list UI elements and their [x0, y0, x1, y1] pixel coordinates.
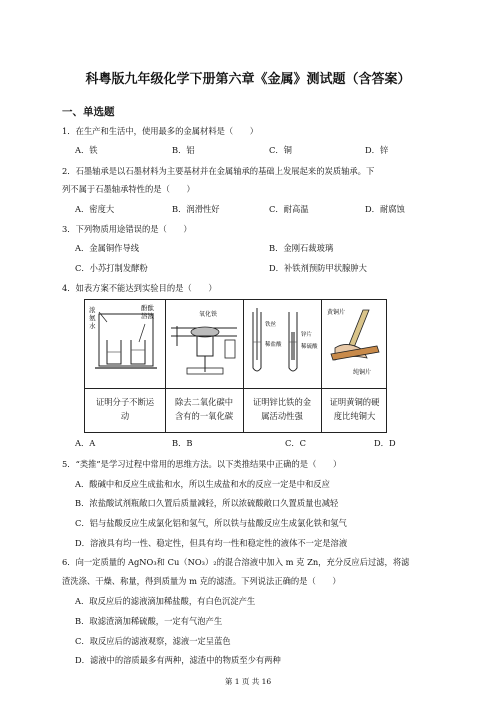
question-3-stem: 3．下列物质用途错误的是（ ）	[62, 224, 192, 234]
question-3-option-a: A．金属铜作导线	[75, 243, 140, 253]
question-6-option-b: B．取滤渣滴加稀硫酸，一定有气泡产生	[75, 616, 223, 626]
experiment-table	[84, 299, 387, 433]
question-4-stem: 4．如表方案不能达到实验目的是（ ）	[62, 283, 217, 293]
page-footer: 第 1 页 共 16	[224, 677, 272, 686]
fig-d-label-2: 纯铜片	[353, 369, 372, 376]
ammonia-diffusion-figure	[87, 302, 164, 386]
question-5-option-c: C．铝与盐酸反应生成氯化铝和氢气，所以铁与盐酸反应生成氯化铁和氢气	[75, 518, 347, 528]
fig-c-label-2: 稀盐酸	[265, 342, 282, 348]
question-2-stem-line-2: 列不属于石墨轴承特性的是（ ）	[62, 184, 195, 194]
fig-a-label-3: 水	[89, 322, 96, 330]
question-4-option-b: B．B	[172, 438, 193, 448]
question-3-option-d: D．补铁剂预防甲状腺肿大	[269, 263, 367, 273]
question-2-option-a: A．密度大	[75, 204, 115, 214]
question-6-option-c: C．取反应后的滤液观察，滤液一定呈蓝色	[75, 636, 231, 646]
question-2-option-c: C．耐高温	[269, 204, 309, 214]
question-1-option-b: B．铝	[172, 145, 195, 155]
question-3-option-b: B．金刚石裁玻璃	[269, 243, 334, 253]
question-6-option-a: A．取反应后的滤液滴加稀盐酸，有白色沉淀产生	[75, 596, 256, 606]
hardness-figure	[323, 302, 385, 386]
fig-b-label-1: 氧化铁	[199, 311, 218, 318]
section-heading: 一、单选题	[62, 106, 115, 118]
fig-c-label-1: 铁丝	[265, 322, 277, 328]
fig-c-label-3: 锌片	[301, 332, 313, 338]
question-4-option-d: D．D	[374, 438, 396, 448]
question-4-option-a: A．A	[75, 438, 96, 448]
question-5-option-b: B．浓盐酸试剂瓶敞口久置后质量减轻，所以浓硫酸敞口久置质量也减轻	[75, 498, 339, 508]
question-1-option-a: A．铁	[75, 145, 98, 155]
fig-d-label-1: 黄铜片	[327, 309, 346, 316]
question-3-option-c: C．小苏打制发酵粉	[75, 263, 148, 273]
question-5-stem: 5．“类推”是学习过程中常用的思维方法。以下类推结果中正确的是（ ）	[62, 459, 342, 469]
question-6-stem-line-1: 6．向一定质量的 AgNO₃和 Cu（NO₃）₂的混合溶液中加入 m 克 Zn，充分反应后过滤，将滤	[62, 557, 410, 567]
question-4-option-c: C．C	[285, 438, 306, 448]
question-2-stem-line-1: 2．石墨轴承是以石墨材料为主要基材并在金属轴承的基础上发展起来的炭质轴承。下	[62, 166, 375, 176]
fig-a-label-4: 酚酞	[141, 304, 154, 312]
table-cell-c: 证明锌比铁的金 属活动性强	[252, 397, 312, 421]
metal-activity-figure	[245, 302, 319, 386]
question-1-option-c: C．铜	[269, 145, 292, 155]
table-cell-b: 除去二氧化碳中 含有的一氧化碳	[174, 397, 234, 421]
question-6-stem-line-2: 渣洗涤、干燥、称量，得到质量为 m 克的滤渣。下列说法正确的是（ ）	[62, 576, 341, 586]
page-title: 科粤版九年级化学下册第六章《金属》测试题（含答案）	[85, 72, 411, 87]
fig-a-label-1: 浓	[89, 306, 96, 314]
question-2-option-b: B．润滑性好	[172, 204, 220, 214]
table-cell-a: 证明分子不断运 动	[95, 397, 155, 421]
question-5-option-a: A．酸碱中和反应生成盐和水，所以生成盐和水的反应一定是中和反应	[75, 479, 330, 489]
question-6-option-d: D．滤液中的溶质最多有两种，滤渣中的物质至少有两种	[75, 655, 281, 665]
fig-a-label-5: 溶液	[141, 312, 154, 320]
question-2-option-d: D．耐腐蚀	[365, 204, 405, 214]
question-5-option-d: D．溶液具有均一性、稳定性，但具有均一性和稳定性的液体不一定是溶液	[75, 538, 348, 548]
question-1-stem: 1．在生产和生活中，使用最多的金属材料是（ ）	[62, 126, 259, 136]
table-cell-d: 证明黄铜的硬 度比纯铜大	[329, 397, 380, 421]
co-reduction-figure	[167, 302, 241, 386]
question-1-option-d: D．锌	[365, 145, 389, 155]
fig-c-label-4: 稀硫酸	[301, 344, 318, 350]
fig-a-label-2: 氨	[89, 314, 96, 322]
